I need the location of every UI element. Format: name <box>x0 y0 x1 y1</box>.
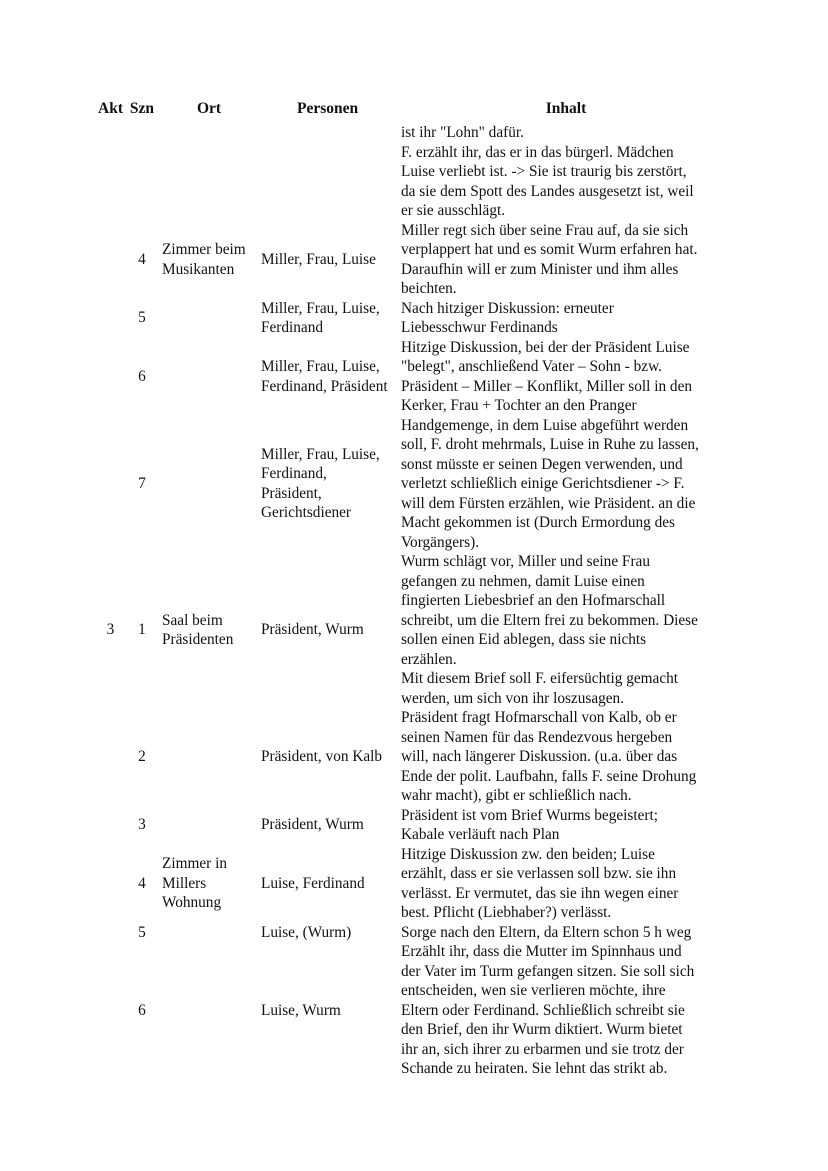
cell-personen-line: Ferdinand, Präsident <box>260 377 388 395</box>
cell-akt <box>98 923 123 943</box>
cell-inhalt-line: sollen einen Eid ablegen, dass sie nichts <box>400 631 647 648</box>
cell-szn <box>123 806 161 845</box>
cell-inhalt-line: der Vater im Turm gefangen sitzen. Sie soll sich <box>400 962 695 980</box>
cell-szn-text: 3 <box>138 816 146 834</box>
table-row <box>98 221 731 299</box>
table-row <box>98 806 731 845</box>
cell-ort-line: Zimmer in <box>161 855 227 873</box>
cell-inhalt-line: Hitzige Diskussion zw. den beiden; Luise <box>400 845 655 863</box>
cell-ort <box>161 221 261 299</box>
cell-szn <box>123 942 161 1079</box>
cell-ort <box>161 923 261 943</box>
cell-personen-line: Miller, Frau, Luise, <box>260 445 380 463</box>
cell-inhalt-line: erzählen. <box>400 650 457 668</box>
cell-personen-line: Präsident, Wurm <box>260 816 364 834</box>
cell-inhalt-line: verplappert hat und es somit Wurm erfahren hat. <box>400 241 698 258</box>
cell-ort <box>161 416 261 553</box>
cell-inhalt-line: Präsident fragt Hofmarschall von Kalb, ob er <box>400 709 677 726</box>
cell-akt <box>98 338 123 416</box>
cell-akt <box>98 942 123 1079</box>
cell-personen-line: Miller, Frau, Luise <box>260 250 376 268</box>
cell-inhalt-line: Eltern oder Ferdinand. Schließlich schreibt sie <box>400 1001 685 1019</box>
cell-personen-line: Präsident, Wurm <box>260 621 364 639</box>
cell-akt <box>98 221 123 299</box>
table-row <box>98 708 731 806</box>
cell-ort <box>161 845 261 923</box>
cell-akt <box>98 845 123 923</box>
cell-szn-text: 6 <box>138 367 146 385</box>
table-header-row <box>98 99 731 123</box>
cell-akt-text: 3 <box>106 621 115 639</box>
cell-inhalt-line: fingierten Liebesbrief an den Hofmarschall <box>400 592 666 609</box>
cell-inhalt-line: Mit diesem Brief soll F. eifersüchtig gemacht <box>400 670 679 687</box>
cell-personen <box>261 806 401 845</box>
table-row <box>98 123 731 221</box>
cell-personen-line: Ferdinand <box>260 319 324 336</box>
cell-ort-line: Saal beim <box>161 611 223 629</box>
cell-personen <box>261 123 401 221</box>
cell-inhalt-line: Ende der polit. Laufbahn, falls F. seine Drohung <box>400 767 697 785</box>
header-personen: Personen <box>296 100 359 117</box>
cell-inhalt-line: soll, F. droht mehrmals, Luise in Ruhe zu lassen, <box>400 436 699 453</box>
cell-inhalt-line: Sorge nach den Eltern, da Eltern schon 5 h weg <box>400 923 692 941</box>
cell-ort-line: Zimmer beim <box>161 241 246 258</box>
cell-personen <box>261 416 401 553</box>
cell-inhalt <box>401 416 731 553</box>
cell-personen <box>261 942 401 1079</box>
cell-inhalt <box>401 123 731 221</box>
cell-personen <box>261 221 401 299</box>
cell-szn <box>123 221 161 299</box>
cell-inhalt-line: Erzählt ihr, dass die Mutter im Spinnhaus und <box>400 943 682 960</box>
table-body <box>98 123 731 1079</box>
cell-ort-line: Präsidenten <box>161 631 234 648</box>
cell-ort <box>161 299 261 338</box>
cell-personen-line: Präsident, von Kalb <box>260 748 383 765</box>
cell-ort <box>161 708 261 806</box>
cell-inhalt-line: Daraufhin will er zum Minister und ihm alles <box>400 260 679 278</box>
cell-inhalt-line: Macht gekommen ist (Durch Ermordung des <box>400 514 675 531</box>
cell-inhalt-line: Handgemenge, in dem Luise abgeführt werden <box>400 416 689 434</box>
cell-akt <box>98 299 123 338</box>
cell-inhalt <box>401 845 731 923</box>
cell-szn <box>123 416 161 553</box>
cell-inhalt-line: den Brief, den ihr Wurm diktiert. Wurm bietet <box>400 1021 683 1038</box>
cell-personen-line: Ferdinand, <box>260 465 327 483</box>
cell-szn <box>123 338 161 416</box>
table-row <box>98 416 731 553</box>
cell-akt <box>98 416 123 553</box>
cell-inhalt-line: Luise verliebt ist. -> Sie ist traurig bis zerstört, <box>400 163 687 180</box>
cell-personen <box>261 338 401 416</box>
header-ort: Ort <box>196 100 222 117</box>
cell-inhalt <box>401 299 731 338</box>
cell-inhalt <box>401 338 731 416</box>
cell-szn <box>123 552 161 708</box>
cell-akt <box>98 806 123 845</box>
cell-inhalt-line: will dem Fürsten erzählen, wie Präsident. an die <box>400 494 696 512</box>
cell-inhalt-line: Wurm schlägt vor, Miller und seine Frau <box>400 553 650 570</box>
cell-inhalt-line: Vorgängers). <box>400 533 480 551</box>
cell-inhalt-line: sonst müsste er seinen Degen verwenden, und <box>400 455 683 473</box>
cell-ort-line: Millers <box>161 874 207 892</box>
cell-personen <box>261 552 401 708</box>
cell-personen-line: Miller, Frau, Luise, <box>260 358 380 375</box>
cell-szn-text: 2 <box>138 748 146 765</box>
cell-szn-text: 6 <box>138 1001 146 1019</box>
cell-inhalt-line: best. Pflicht (Liebhaber?) verlässt. <box>400 904 612 921</box>
header-szn: Szn <box>129 100 155 117</box>
cell-ort-line: Wohnung <box>161 894 222 912</box>
cell-personen <box>261 708 401 806</box>
cell-akt <box>98 708 123 806</box>
cell-inhalt-line: ist ihr "Lohn" dafür. <box>400 124 524 141</box>
cell-inhalt <box>401 552 731 708</box>
cell-inhalt-line: er sie ausschlägt. <box>400 202 506 219</box>
cell-personen-line: Luise, (Wurm) <box>260 923 352 941</box>
cell-inhalt-line: Kabale verläuft nach Plan <box>400 826 560 843</box>
table-row <box>98 552 731 708</box>
table-row <box>98 299 731 338</box>
scene-table <box>98 99 731 1079</box>
table-row <box>98 338 731 416</box>
cell-szn <box>123 299 161 338</box>
cell-ort <box>161 552 261 708</box>
cell-inhalt-line: schreibt, um die Eltern frei zu bekommen. Diese <box>400 611 698 629</box>
cell-ort <box>161 806 261 845</box>
cell-inhalt-line: Präsident ist vom Brief Wurms begeistert; <box>400 806 658 824</box>
cell-inhalt <box>401 708 731 806</box>
cell-inhalt <box>401 221 731 299</box>
cell-inhalt-line: wahr macht), gibt er schließlich nach. <box>400 787 632 804</box>
cell-inhalt-line: erzählt, dass er sie verlassen soll bzw. sie ihn <box>400 865 677 882</box>
cell-inhalt-line: Schande zu heiraten. Sie lehnt das strikt ab. <box>400 1060 668 1077</box>
cell-personen-line: Gerichtsdiener <box>260 504 352 522</box>
cell-ort <box>161 942 261 1079</box>
cell-personen <box>261 845 401 923</box>
table-row <box>98 942 731 1079</box>
cell-inhalt-line: Liebesschwur Ferdinands <box>400 319 558 336</box>
cell-szn <box>123 708 161 806</box>
table-row <box>98 923 731 943</box>
cell-inhalt-line: verletzt schließlich einige Gerichtsdiener -> F. <box>400 475 685 492</box>
cell-inhalt-line: Präsident – Miller – Konflikt, Miller soll in den <box>400 377 693 395</box>
cell-szn-text: 7 <box>138 475 146 492</box>
cell-inhalt-line: Hitzige Diskussion, bei der der Präsident Luise <box>400 338 690 356</box>
cell-personen-line: Präsident, <box>260 484 322 502</box>
cell-inhalt <box>401 806 731 845</box>
cell-akt <box>98 123 123 221</box>
cell-inhalt-line: beichten. <box>400 280 457 297</box>
cell-inhalt-line: "belegt", anschließend Vater – Sohn - bzw. <box>400 358 662 375</box>
cell-inhalt-line: Nach hitziger Diskussion: erneuter <box>400 299 614 317</box>
cell-personen-line: Luise, Ferdinand <box>260 874 365 892</box>
header-inhalt: Inhalt <box>545 100 587 117</box>
cell-szn-text: 5 <box>138 923 146 941</box>
cell-akt <box>98 552 123 708</box>
cell-inhalt-line: will, nach längerer Diskussion. (u.a. über das <box>400 748 678 765</box>
cell-ort-line: Musikanten <box>161 260 235 278</box>
cell-inhalt-line: da sie dem Spott des Landes ausgesetzt ist, weil <box>400 182 694 200</box>
cell-personen <box>261 923 401 943</box>
cell-personen-line: Luise, Wurm <box>260 1001 341 1019</box>
header-akt: Akt <box>98 100 123 117</box>
cell-szn-text: 1 <box>138 621 146 639</box>
cell-szn-text: 5 <box>138 309 146 327</box>
table-row <box>98 845 731 923</box>
cell-inhalt-line: entscheiden, wen sie verlieren möchte, ihre <box>400 982 666 999</box>
cell-szn-text: 4 <box>138 250 146 268</box>
cell-inhalt-line: werden, um sich von ihr loszusagen. <box>400 689 625 707</box>
cell-inhalt-line: Miller regt sich über seine Frau auf, da sie sich <box>400 221 689 239</box>
cell-szn-text: 4 <box>138 874 146 892</box>
cell-inhalt-line: ihr an, sich ihrer zu erbarmen und sie trotz der <box>400 1040 684 1058</box>
cell-szn <box>123 923 161 943</box>
cell-inhalt-line: verlässt. Er vermutet, das sie ihn wegen einer <box>400 884 679 902</box>
cell-szn <box>123 845 161 923</box>
cell-ort <box>161 338 261 416</box>
cell-inhalt <box>401 923 731 943</box>
cell-ort <box>161 123 261 221</box>
cell-szn <box>123 123 161 221</box>
cell-inhalt-line: F. erzählt ihr, das er in das bürgerl. Mädchen <box>400 143 674 161</box>
cell-inhalt-line: seinen Namen für das Rendezvous hergeben <box>400 728 673 746</box>
cell-personen <box>261 299 401 338</box>
cell-personen-line: Miller, Frau, Luise, <box>260 299 380 317</box>
cell-inhalt-line: gefangen zu nehmen, damit Luise einen <box>400 572 645 590</box>
cell-inhalt-line: Kerker, Frau + Tochter an den Pranger <box>400 397 637 414</box>
cell-inhalt <box>401 942 731 1079</box>
